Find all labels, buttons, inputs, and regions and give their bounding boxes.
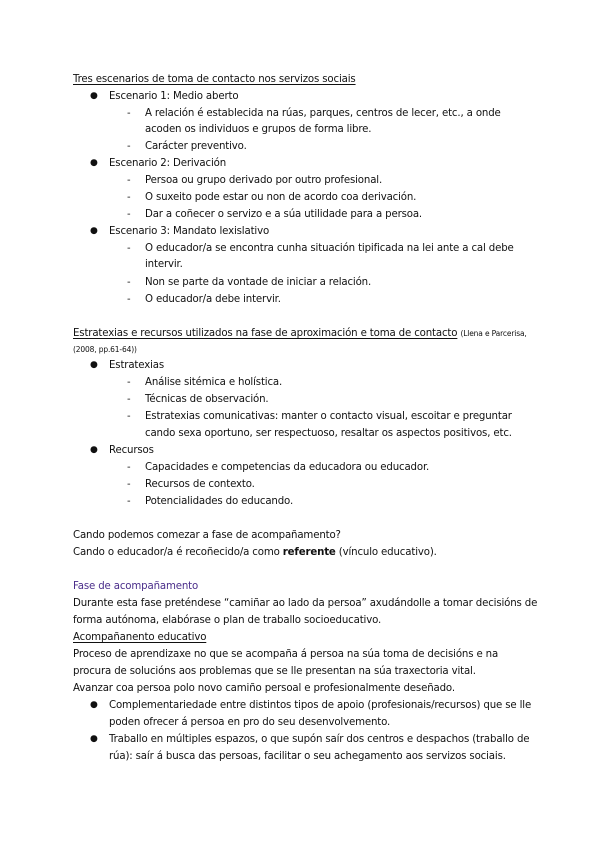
- dash-icon: -: [127, 209, 131, 220]
- list-item: O suxeito pode estar ou non de acordo coa derivación.: [145, 192, 417, 203]
- bullet-icon: ●: [90, 360, 98, 370]
- list-item: Non se parte da vontade de iniciar a relación.: [145, 277, 372, 288]
- question-text: Cando podemos comezar a fase de acompañamento?: [73, 530, 341, 541]
- section-heading-accompaniment: Fase de acompañamento: [73, 581, 199, 592]
- paragraph-line: Avanzar coa persoa polo novo camiño persoal e profesionalmente deseñado.: [73, 683, 455, 694]
- group-title: Recursos: [109, 445, 154, 456]
- answer-line: [73, 545, 437, 560]
- list-item: Persoa ou grupo derivado por outro profesional.: [145, 175, 383, 186]
- dash-icon: -: [127, 377, 131, 388]
- citation-continuation: (2008, pp.61-64)): [73, 345, 137, 354]
- list-item: Potencialidades do educando.: [145, 496, 294, 507]
- list-item: O educador/a se encontra cunha situación tipificada na lei ante a cal debe: [145, 243, 514, 254]
- dash-icon: -: [127, 243, 131, 254]
- list-item-continuation: intervir.: [145, 259, 183, 270]
- scenario-title: Escenario 1: Medio aberto: [109, 91, 239, 102]
- answer-tail: (vínculo educativo).: [335, 547, 437, 558]
- list-item: Capacidades e competencias da educadora ou educador.: [145, 462, 430, 473]
- dash-icon: -: [127, 108, 131, 119]
- intro-text: Durante esta fase preténdese “camiñar ao lado da persoa” axudándolle a tomar decisións de: [73, 598, 538, 609]
- list-item: Traballo en múltiples espazos, o que supón saír dos centros e despachos (traballo de: [109, 734, 530, 745]
- dash-icon: -: [127, 141, 131, 152]
- dash-icon: -: [127, 277, 131, 288]
- bullet-icon: ●: [90, 734, 98, 744]
- paragraph-line: procura de solucións aos problemas que se lle presentan na súa traxectoria vital.: [73, 666, 476, 677]
- bullet-icon: ●: [90, 226, 98, 236]
- citation: (Llena e Parcerisa,: [460, 329, 527, 338]
- list-item: A relación é establecida na rúas, parques, centros de lecer, etc., a onde: [145, 108, 501, 119]
- group-title: Estratexias: [109, 360, 165, 371]
- dash-icon: -: [127, 496, 131, 507]
- list-item: Estratexias comunicativas: manter o contacto visual, escoitar e preguntar: [145, 411, 512, 422]
- section-heading-strategies: Estratexias e recursos utilizados na fase de aproximación e toma de contacto: [73, 328, 458, 339]
- dash-icon: -: [127, 394, 131, 405]
- list-item-continuation: rúa): saír á busca das persoas, facilitar o seu achegamento aos servizos sociais.: [109, 751, 506, 762]
- list-item-continuation: cando sexa oportuno, ser respectuoso, resaltar os aspectos positivos, etc.: [145, 428, 512, 439]
- sub-heading: Acompañanento educativo: [73, 632, 207, 643]
- list-item: O educador/a debe intervir.: [145, 294, 281, 305]
- paragraph-line: Proceso de aprendizaxe no que se acompaña á persoa na súa toma de decisións e na: [73, 649, 499, 660]
- list-item-continuation: poden ofrecer á persoa en pro do seu desenvolvemento.: [109, 717, 391, 728]
- dash-icon: -: [127, 192, 131, 203]
- dash-icon: -: [127, 479, 131, 490]
- dash-icon: -: [127, 411, 131, 422]
- dash-icon: -: [127, 294, 131, 305]
- list-item: Complementariedade entre distintos tipos de apoio (profesionais/recursos) que se lle: [109, 700, 532, 711]
- section-heading-strategies-line: [73, 326, 527, 341]
- dash-icon: -: [127, 462, 131, 473]
- list-item: Recursos de contexto.: [145, 479, 255, 490]
- list-item: Técnicas de observación.: [145, 394, 269, 405]
- bullet-icon: ●: [90, 91, 98, 101]
- section-heading-scenarios: Tres escenarios de toma de contacto nos servizos sociais: [73, 74, 356, 85]
- intro-text: forma autónoma, elabórase o plan de traballo socioeducativo.: [73, 615, 382, 626]
- list-item: Dar a coñecer o servizo e a súa utilidade para a persoa.: [145, 209, 423, 220]
- bullet-icon: ●: [90, 158, 98, 168]
- list-item-continuation: acoden os individuos e grupos de forma libre.: [145, 124, 372, 135]
- list-item: Análise sitémica e holística.: [145, 377, 283, 388]
- bullet-icon: ●: [90, 445, 98, 455]
- dash-icon: -: [127, 175, 131, 186]
- scenario-title: Escenario 2: Derivación: [109, 158, 227, 169]
- list-item: Carácter preventivo.: [145, 141, 247, 152]
- answer-text: Cando o educador/a é recoñecido/a como: [73, 547, 283, 558]
- answer-bold: referente: [282, 547, 336, 558]
- bullet-icon: ●: [90, 700, 98, 710]
- scenario-title: Escenario 3: Mandato lexislativo: [109, 226, 270, 237]
